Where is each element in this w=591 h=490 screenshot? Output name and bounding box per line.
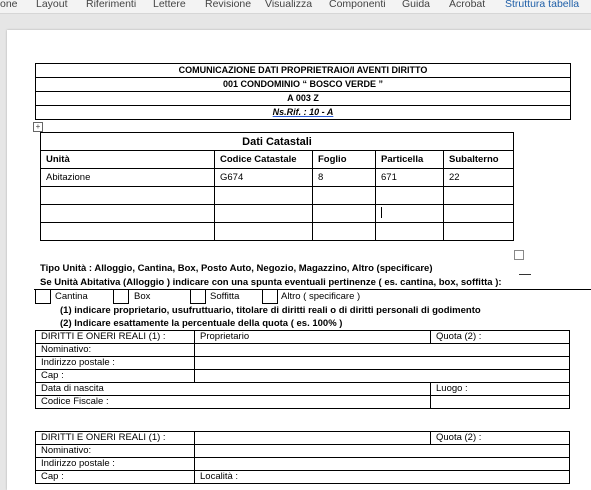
indirizzo-value[interactable] xyxy=(195,458,570,471)
cell[interactable] xyxy=(444,205,514,223)
checkbox-label-soffitta: Soffitta xyxy=(210,291,240,302)
table-row xyxy=(41,187,514,205)
cell[interactable]: 8 xyxy=(313,169,376,187)
table-row xyxy=(41,169,514,187)
header-title: COMUNICAZIONE DATI PROPRIETRAIO/I AVENTI DIRITTO xyxy=(36,64,570,78)
col-foglio: Foglio xyxy=(313,151,376,169)
checkbox-label-altro: Altro ( specificare ) xyxy=(281,291,361,302)
header-table xyxy=(35,63,571,120)
tab-layout[interactable]: Layout xyxy=(36,0,68,10)
checkbox-box[interactable] xyxy=(113,289,129,304)
cell[interactable] xyxy=(376,187,444,205)
localita-label[interactable]: Località : xyxy=(195,471,570,484)
col-codice: Codice Catastale xyxy=(215,151,313,169)
col-particella: Particella xyxy=(376,151,444,169)
nascita-label[interactable]: Data di nascita xyxy=(36,383,431,396)
tab-revisione[interactable]: Revisione xyxy=(205,0,252,10)
tab-componenti[interactable]: Componenti xyxy=(329,0,386,10)
tipo-unita-text: Tipo Unità : Alloggio, Cantina, Box, Posto Auto, Negozio, Magazzino, Altro (specificare) xyxy=(40,263,433,274)
checkbox-label-cantina: Cantina xyxy=(55,291,88,302)
checkbox-altro[interactable] xyxy=(262,289,278,304)
document-page[interactable] xyxy=(7,30,591,490)
cap-label: Cap : xyxy=(36,471,195,484)
pertinenze-text: Se Unità Abitativa (Alloggio ) indicare con una spunta eventuali pertinenze ( es. cantina, box, soffitta ): xyxy=(40,277,502,288)
diritti-label: DIRITTI E ONERI REALI (1) : xyxy=(36,432,195,445)
cell[interactable] xyxy=(376,205,444,223)
tab-riferimenti[interactable]: Riferimenti xyxy=(86,0,137,10)
codice-fiscale-value[interactable] xyxy=(431,396,570,409)
cell[interactable] xyxy=(41,223,215,241)
indirizzo-label: Indirizzo postale : xyxy=(36,458,195,471)
luogo-label[interactable]: Luogo : xyxy=(431,383,570,396)
diritti-label: DIRITTI E ONERI REALI (1) : xyxy=(36,331,195,344)
nominativo-value[interactable] xyxy=(195,344,570,357)
header-scala: A 003 Z xyxy=(36,92,570,106)
note-1: (1) indicare proprietario, usufruttuario, titolare di diritti reali o di diritti personali di godimento xyxy=(60,305,481,316)
checkbox-label-box: Box xyxy=(134,291,151,302)
divider xyxy=(519,274,531,275)
codice-fiscale-label[interactable]: Codice Fiscale : xyxy=(36,396,431,409)
ribbon-tabs xyxy=(0,0,591,14)
cell[interactable] xyxy=(41,205,215,223)
header-condominio: 001 CONDOMINIO “ BOSCO VERDE ” xyxy=(36,78,570,92)
col-subalterno: Subalterno xyxy=(444,151,514,169)
catastali-title: Dati Catastali xyxy=(41,133,514,151)
cell[interactable] xyxy=(313,187,376,205)
tab-acrobat[interactable]: Acrobat xyxy=(449,0,486,10)
quota-label[interactable]: Quota (2) : xyxy=(431,432,570,445)
text-cursor xyxy=(381,207,382,218)
note-2: (2) Indicare esattamente la percentuale della quota ( es. 100% ) xyxy=(60,318,343,329)
cap-label: Cap : xyxy=(36,370,195,383)
cell[interactable] xyxy=(376,223,444,241)
owner-table-2 xyxy=(35,431,570,484)
cell[interactable]: 22 xyxy=(444,169,514,187)
cap-value[interactable] xyxy=(195,370,570,383)
table-row xyxy=(41,223,514,241)
tab-home[interactable]: one xyxy=(0,0,18,10)
indirizzo-value[interactable] xyxy=(195,357,570,370)
cell[interactable] xyxy=(41,187,215,205)
catastali-table xyxy=(40,132,514,241)
tab-guida[interactable]: Guida xyxy=(402,0,431,10)
table-move-handle-icon[interactable]: + xyxy=(33,122,43,132)
diritti-value[interactable] xyxy=(195,432,431,445)
nominativo-label: Nominativo: xyxy=(36,344,195,357)
tab-struttura-tabella[interactable]: Struttura tabella xyxy=(505,0,580,10)
diritti-value[interactable]: Proprietario xyxy=(195,331,431,344)
nominativo-label: Nominativo: xyxy=(36,445,195,458)
nominativo-value[interactable] xyxy=(195,445,570,458)
cell[interactable] xyxy=(215,205,313,223)
table-resize-handle-icon[interactable] xyxy=(514,250,524,260)
checkbox-soffitta[interactable] xyxy=(190,289,206,304)
checkbox-cantina[interactable] xyxy=(35,289,51,304)
cell[interactable] xyxy=(215,187,313,205)
table-row xyxy=(41,205,514,223)
cell[interactable] xyxy=(313,223,376,241)
owner-table-1 xyxy=(35,330,570,409)
col-unita: Unità xyxy=(41,151,215,169)
cell[interactable] xyxy=(215,223,313,241)
tab-visualizza[interactable]: Visualizza xyxy=(265,0,313,10)
cell[interactable]: Abitazione xyxy=(41,169,215,187)
quota-label[interactable]: Quota (2) : xyxy=(431,331,570,344)
cell[interactable] xyxy=(313,205,376,223)
cell[interactable] xyxy=(444,187,514,205)
cell[interactable]: G674 xyxy=(215,169,313,187)
cell[interactable] xyxy=(444,223,514,241)
header-rif: Ns.Rif. : 10 - A xyxy=(272,107,334,117)
tab-lettere[interactable]: Lettere xyxy=(153,0,186,10)
indirizzo-label: Indirizzo postale : xyxy=(36,357,195,370)
cell[interactable]: 671 xyxy=(376,169,444,187)
